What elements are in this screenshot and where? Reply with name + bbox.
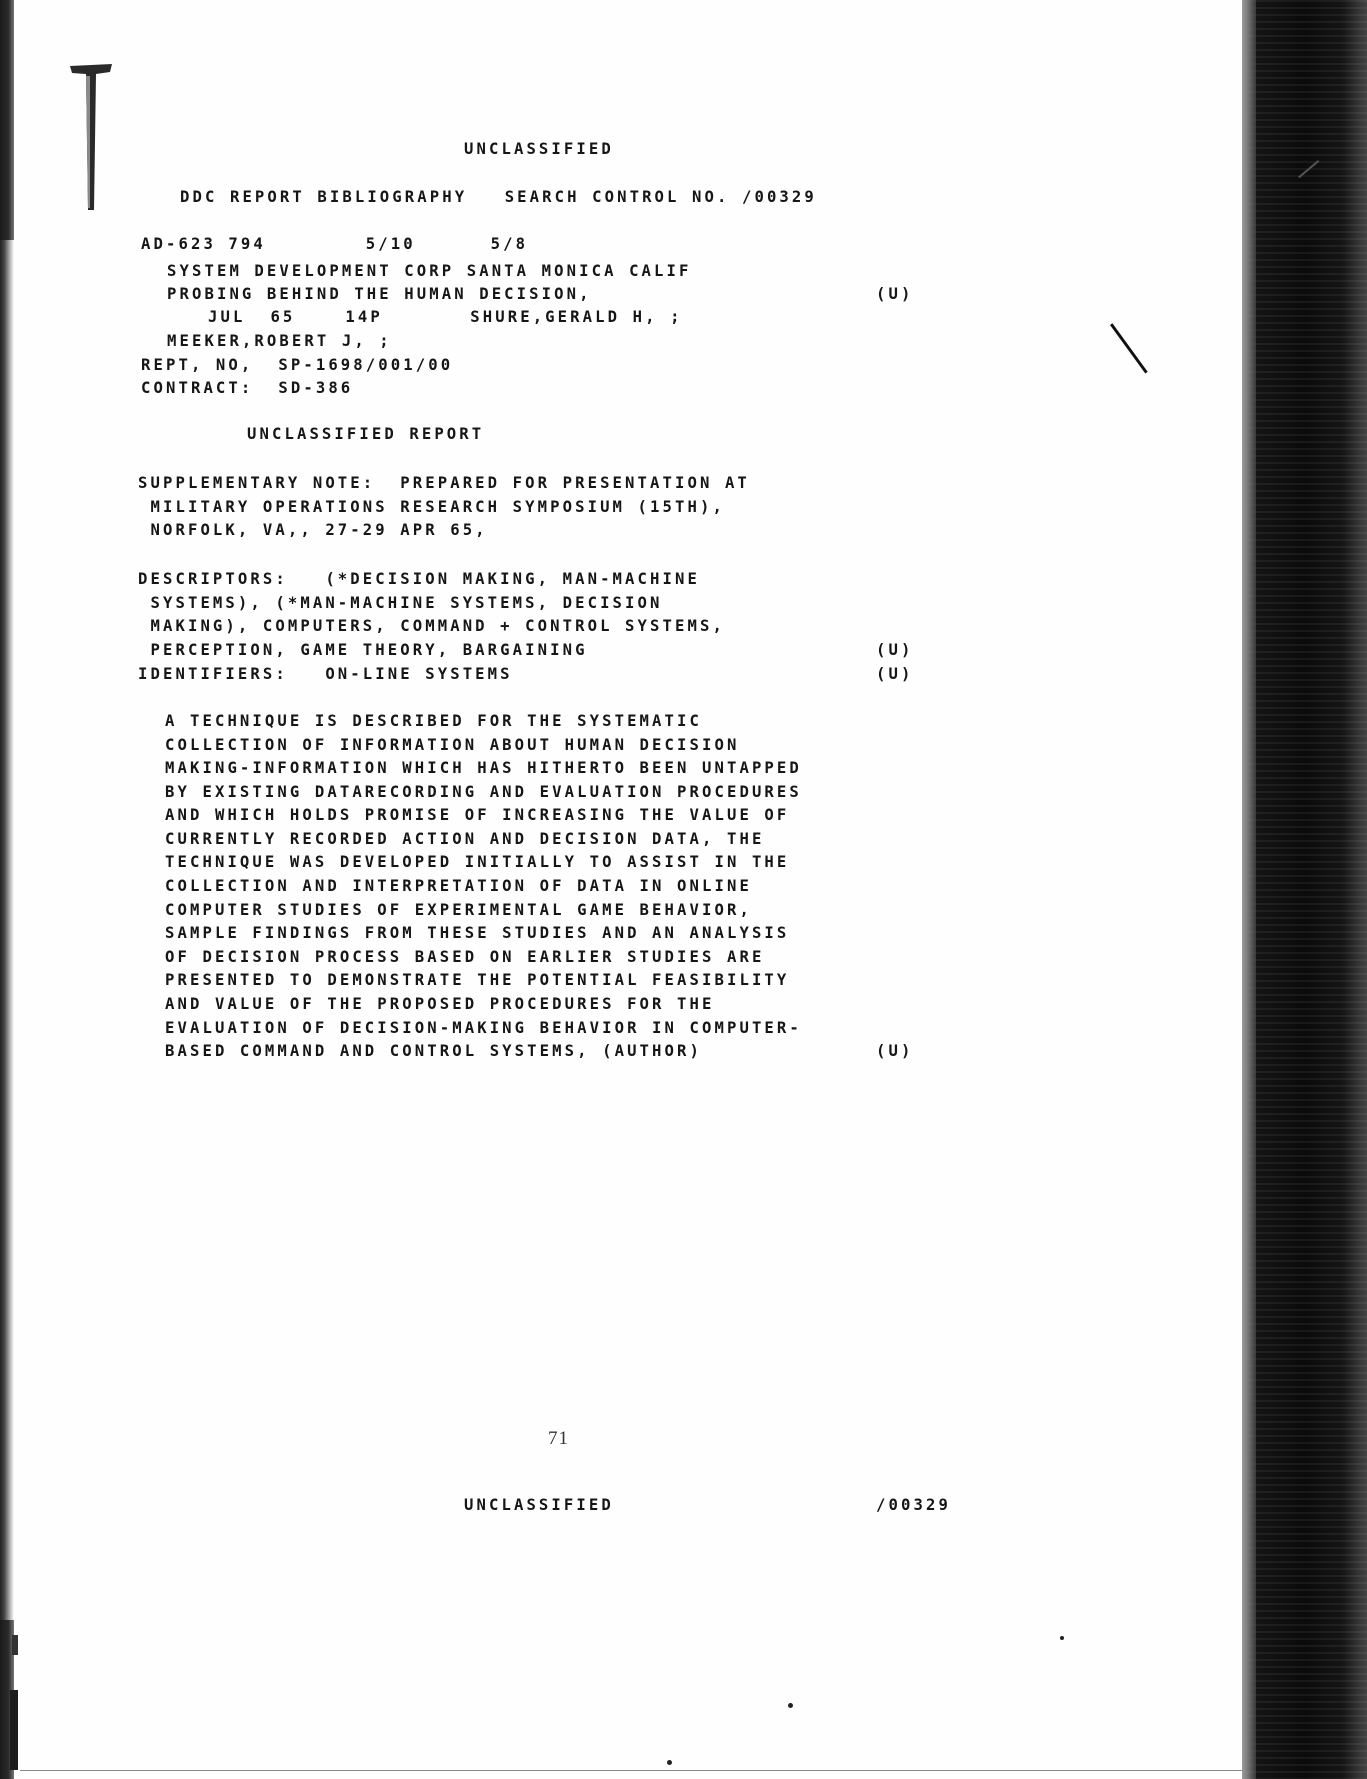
abstract-line: OF DECISION PROCESS BASED ON EARLIER STUDIES ARE xyxy=(165,948,765,966)
descriptors-classification-mark: (U) xyxy=(876,641,914,659)
supplementary-note-line: SUPPLEMENTARY NOTE: PREPARED FOR PRESENTATION AT xyxy=(138,474,750,492)
abstract-line: COMPUTER STUDIES OF EXPERIMENTAL GAME BEHAVIOR, xyxy=(165,901,752,919)
abstract-line: AND VALUE OF THE PROPOSED PROCEDURES FOR THE xyxy=(165,995,715,1013)
supplementary-note-line: NORFOLK, VA,, 27-29 APR 65, xyxy=(138,521,488,539)
contract-number: CONTRACT: SD-386 xyxy=(141,379,354,397)
search-control-number: /00329 xyxy=(876,1496,951,1514)
abstract-line: COLLECTION OF INFORMATION ABOUT HUMAN DECISION xyxy=(165,736,740,754)
identifiers-line: IDENTIFIERS: ON-LINE SYSTEMS xyxy=(138,665,513,683)
descriptors-line: MAKING), COMPUTERS, COMMAND + CONTROL SYSTEMS, xyxy=(138,617,725,635)
bibliography-header: DDC REPORT BIBLIOGRAPHY SEARCH CONTROL NO. /00329 xyxy=(180,188,817,206)
abstract-line: A TECHNIQUE IS DESCRIBED FOR THE SYSTEMATIC xyxy=(165,712,702,730)
report-number: REPT, NO, SP-1698/001/00 xyxy=(141,356,454,374)
classification-bottom: UNCLASSIFIED xyxy=(464,1496,614,1514)
descriptors-line: DESCRIPTORS: (*DECISION MAKING, MAN-MACHINE xyxy=(138,570,700,588)
abstract-line: BASED COMMAND AND CONTROL SYSTEMS, (AUTHOR) xyxy=(165,1042,702,1060)
abstract-line: MAKING-INFORMATION WHICH HAS HITHERTO BEEN UNTAPPED xyxy=(165,759,802,777)
stray-dot xyxy=(788,1703,793,1708)
abstract-line: PRESENTED TO DEMONSTRATE THE POTENTIAL FEASIBILITY xyxy=(165,971,790,989)
abstract-line: EVALUATION OF DECISION-MAKING BEHAVIOR IN COMPUTER- xyxy=(165,1019,802,1037)
identifiers-classification-mark: (U) xyxy=(876,665,914,683)
abstract-line: AND WHICH HOLDS PROMISE OF INCREASING THE VALUE OF xyxy=(165,806,790,824)
second-author: MEEKER,ROBERT J, ; xyxy=(167,332,392,350)
date-author-line: JUL 65 14P SHURE,GERALD H, ; xyxy=(208,308,683,326)
staple-mark xyxy=(68,62,114,212)
abstract-line: TECHNIQUE WAS DEVELOPED INITIALLY TO ASSIST IN THE xyxy=(165,853,790,871)
accession-line: AD-623 794 5/10 5/8 xyxy=(141,235,529,253)
scan-right-band-edge xyxy=(1242,0,1256,1779)
abstract-line: BY EXISTING DATARECORDING AND EVALUATION PROCEDURES xyxy=(165,783,802,801)
title-classification-mark: (U) xyxy=(876,285,914,303)
page-number: 71 xyxy=(548,1428,569,1449)
stray-pen-mark xyxy=(1110,323,1148,373)
scan-bottom-edge xyxy=(20,1770,1242,1771)
scan-left-edge-fade xyxy=(0,240,14,1620)
supplementary-note-line: MILITARY OPERATIONS RESEARCH SYMPOSIUM (15TH), xyxy=(138,498,725,516)
stray-dot xyxy=(1060,1636,1064,1640)
classification-top: UNCLASSIFIED xyxy=(464,140,614,158)
descriptors-line: PERCEPTION, GAME THEORY, BARGAINING xyxy=(138,641,588,659)
stray-dot xyxy=(667,1760,672,1765)
report-classification: UNCLASSIFIED REPORT xyxy=(247,425,485,443)
abstract-line: CURRENTLY RECORDED ACTION AND DECISION DATA, THE xyxy=(165,830,765,848)
abstract-line: COLLECTION AND INTERPRETATION OF DATA IN ONLINE xyxy=(165,877,752,895)
scan-right-band xyxy=(1242,0,1367,1779)
descriptors-line: SYSTEMS), (*MAN-MACHINE SYSTEMS, DECISION xyxy=(138,594,663,612)
scan-left-tick xyxy=(10,1690,18,1770)
corporate-source: SYSTEM DEVELOPMENT CORP SANTA MONICA CALIF xyxy=(167,262,692,280)
abstract-line: SAMPLE FINDINGS FROM THESE STUDIES AND AN ANALYSIS xyxy=(165,924,790,942)
scan-left-tick xyxy=(12,1635,18,1655)
report-title: PROBING BEHIND THE HUMAN DECISION, xyxy=(167,285,592,303)
abstract-classification-mark: (U) xyxy=(876,1042,914,1060)
